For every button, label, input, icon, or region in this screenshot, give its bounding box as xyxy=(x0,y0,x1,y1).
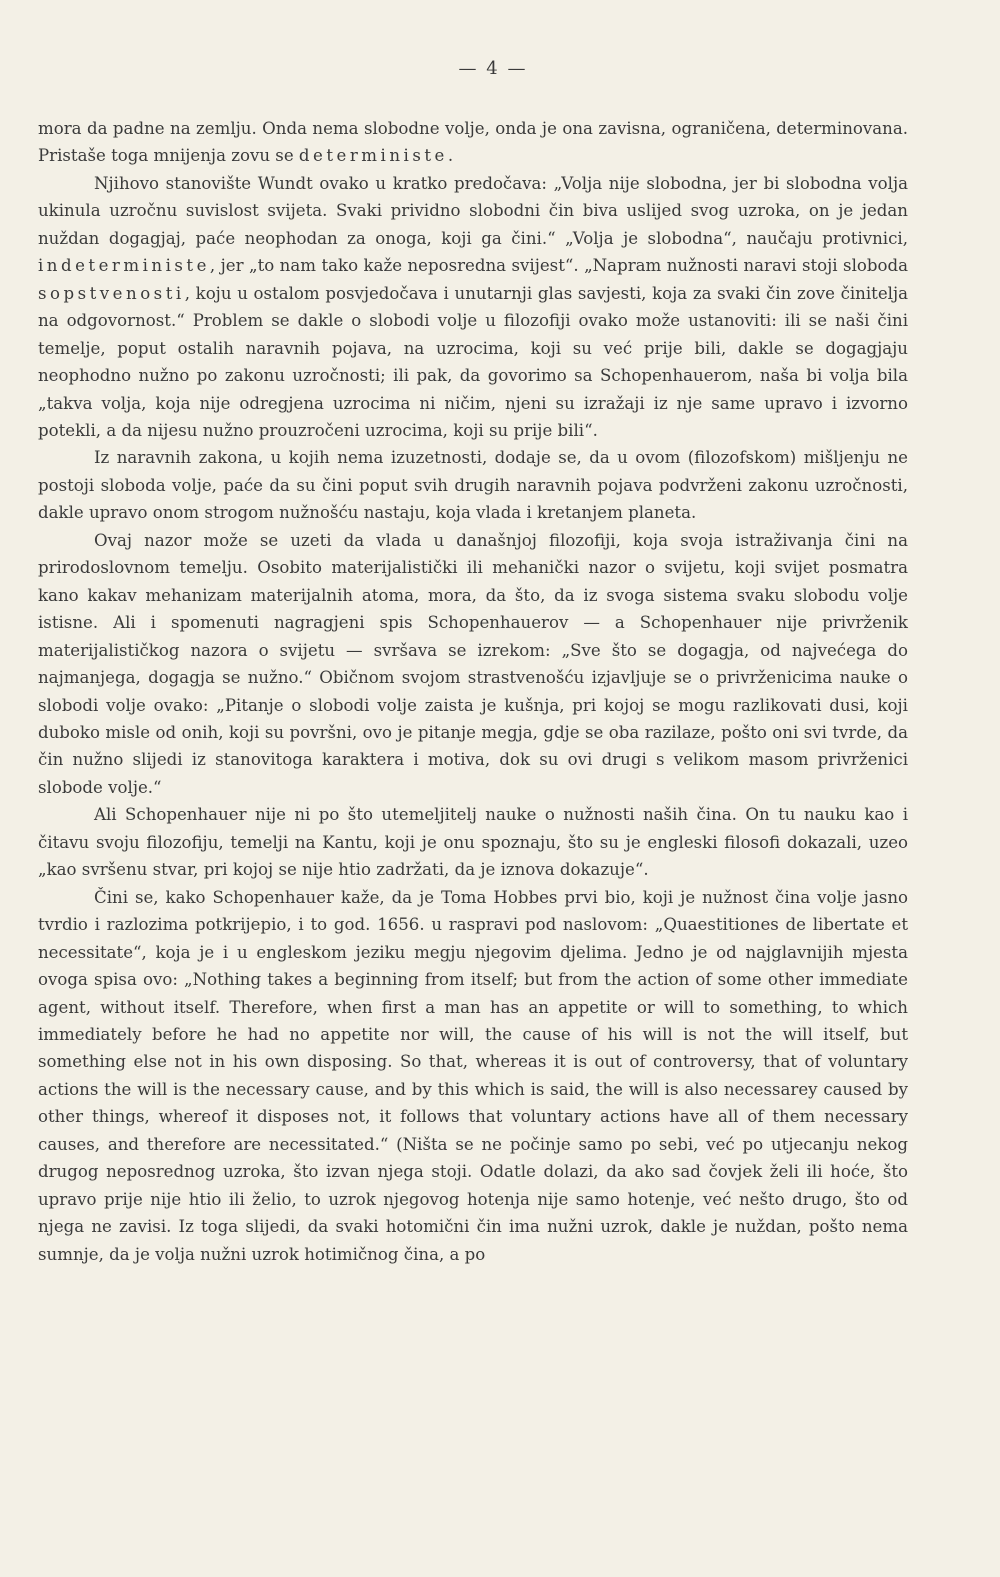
paragraph-text: Ali Schopenhauer nije ni po što utemeljitelj nauke o nužnosti naših čina. On tu nauku kao i čitavu svoju filozofiju, temelji na Kantu, koji je onu spoznaju, što su je engleski filosofi dokazali, uzeo „kao svršenu stvar, pri kojoj se nije htio zadržati, da je iznova dokazuje“. xyxy=(38,805,908,880)
page-number: — 4 — xyxy=(458,58,528,79)
paragraph-text: . xyxy=(447,146,454,166)
paragraph-text: Ovaj nazor može se uzeti da vlada u današnjoj filozofiji, koja svoja istraživanja čini na prirodoslovnom temelju. Osobito materijalistički ili mehanički nazor o svijetu, koji svijet posmatra kano kakav mehanizam materijalnih atoma, mora, da što, da iz svoga sistema svaku slobodu volje istisne. Ali i spomenuti nagragjeni spis Schopenhauerov — a Schopenhauer nije privrženik materijalističkog nazora o svijetu — svršava se izrekom: „Sve što se dogagja, od najvećega do najmanjega, dogagja se nužno.“ Običnom svojom strastvenošću izjavljuje se o privrženicima nauke o slobodi volje ovako: „Pitanje o slobodi volje zaista je kušnja, pri kojoj se mogu razlikovati dusi, koji duboko misle od onih, koji su površni, ovo je pitanje megja, gdje se oba razilaze, pošto oni svi tvrde, da čin nužno slijedi iz stanovitoga karaktera i motiva, dok su ovi drugi s velikom masom privrženici slobode volje.“ xyxy=(38,530,908,797)
paragraph xyxy=(38,170,908,445)
paragraph-text: , jer „to nam tako kaže neposredna svijest“. „Napram nužnosti naravi stoji sloboda xyxy=(209,256,908,276)
paragraph-text: , koju u ostalom posvjedočava i unutarnji glas savjesti, koja za svaki čin zove činitelja na odgovornost.“ Problem se dakle o slobodi volje u filozofiji ovako može ustanoviti: ili se naši čini temelje, poput ostalih naravnih pojava, na uzrocima, koji su već prije bili, dakle se dogagjaju neophodno nužno po zakonu uzročnosti; ili pak, da govorimo sa Schopenhauerom, naša bi volja bila „takva volja, koja nije odregjena uzrocima ni ničim, njeni su izražaji iz nje same upravo i izvorno potekli, a da nijesu nužno prouzročeni uzrocima, koji su prije bili“. xyxy=(38,283,908,440)
paragraph-text: Njihovo stanovište Wundt ovako u kratko predočava: „Volja nije slobodna, jer bi slobodna volja ukinula uzročnu suvislost svijeta. Svaki prividno slobodni čin biva uslijed svog uzroka, on je jedan nuždan dogagjaj, paće neophodan za onoga, koji ga čini.“ „Volja je slobodna“, naučaju protivnici, xyxy=(38,173,908,248)
paragraph-text: Čini se, kako Schopenhauer kaže, da je Toma Hobbes prvi bio, koji je nužnost čina volje jasno tvrdio i razlozima potkrijepio, i to god. 1656. u raspravi pod naslovom: „Quaestitiones de libertate et necessitate“, koja je i u engleskom jeziku megju njegovim djelima. Jedno je od najglavnijih mjesta ovoga spisa ovo: „Nothing takes a beginning from itself; but from the action of some other immediate agent, without itself. Therefore, when first a man has an appetite or will to something, to which immediately before he had no appetite nor will, the cause of his will is not the will itself, but something else not in his own disposing. So that, whereas it is out of controversy, that of voluntary actions the will is the necessary cause, and by this which is said, the will is also necessarey caused by other things, whereof it disposes not, it follows that voluntary actions have all of them necessary causes, and therefore are necessitated.“ (Ništa se ne počinje samo po sebi, već po utjecanju nekog drugog neposrednog uzroka, što izvan njega stoji. Odatle dolazi, da ako sad čovjek želi ili hoće, što upravo prije nije htio ili želio, to uzrok njegovog hotenja nije samo hotenje, već nešto drugo, što od njega ne zavisi. Iz toga slijedi, da svaki hotomični čin ima nužni uzrok, dakle je nuždan, pošto nema sumnje, da je volja nužni uzrok hotimičnog čina, a po xyxy=(38,887,908,1264)
paragraph xyxy=(38,444,908,526)
paragraph-text: Iz naravnih zakona, u kojih nema izuzetnosti, dodaje se, da u ovom (filozofskom) mišljenju ne postoji sloboda volje, paće da su čini poput svih drugih naravnih pojava podvrženi zakonu uzročnosti, dakle upravo onom strogom nužnošću nastaju, koja vlada i kretanjem planeta. xyxy=(38,448,908,523)
paragraph xyxy=(38,801,908,883)
paragraph xyxy=(38,527,908,802)
paragraph xyxy=(38,115,908,170)
spaced-emphasis-text: sopstvenosti xyxy=(38,283,185,303)
spaced-emphasis-text: indeterministe xyxy=(38,256,210,276)
paragraph-text: mora da padne na zemlju. Onda nema slobodne volje, onda je ona zavisna, ograničena, determinovana. Pristaše toga mnijenja zovu se xyxy=(38,119,908,166)
paragraph xyxy=(38,884,908,1268)
spaced-emphasis-text: deterministe xyxy=(298,146,448,166)
body-text xyxy=(38,115,908,1268)
